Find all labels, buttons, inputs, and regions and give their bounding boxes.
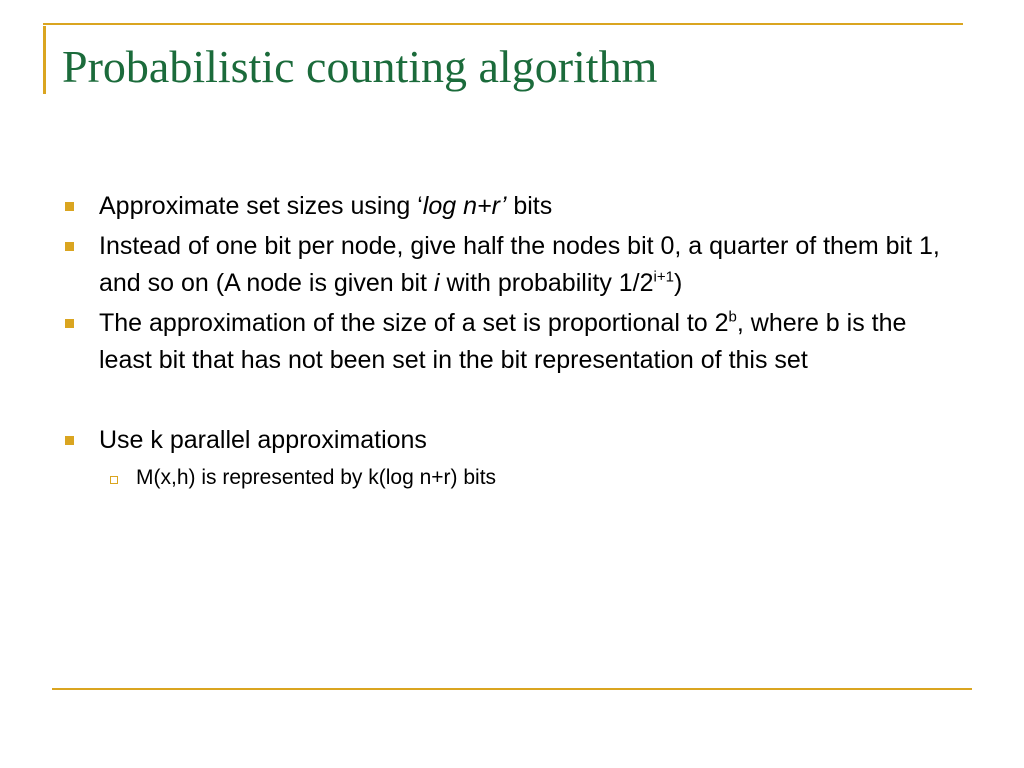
bullet-4-text: Use k parallel approximations — [99, 426, 427, 454]
bullet-2-text-c: ) — [673, 269, 683, 297]
bullet-item-4 — [62, 422, 942, 459]
bullet-item-1 — [62, 188, 942, 225]
bullet-2-superscript: i+1 — [653, 268, 674, 286]
bullet-3-text-b: , where b is the least bit that has not been set in the bit representation of this set — [99, 309, 907, 374]
slide-title: Probabilistic counting algorithm — [62, 41, 658, 92]
bullet-item-2 — [62, 228, 942, 302]
top-divider-line — [43, 23, 963, 25]
square-bullet-icon — [65, 242, 74, 251]
sub-bullet-item-1 — [62, 462, 942, 494]
square-bullet-icon — [65, 202, 74, 211]
bullet-2-text-a: Instead of one bit per node, give half the nodes bit 0, a quarter of them bit 1, and so on (A node is given bit — [99, 232, 940, 297]
bottom-divider-line — [52, 688, 972, 690]
square-bullet-icon — [65, 436, 74, 445]
bullet-3-superscript: b — [728, 308, 737, 326]
bullet-2-text-b: with probability 1/2 — [439, 269, 654, 297]
hollow-square-bullet-icon — [110, 476, 118, 484]
square-bullet-icon — [65, 319, 74, 328]
slide-body — [62, 188, 942, 494]
bullet-1-text-a: Approximate set sizes using ‘ — [99, 192, 423, 220]
left-accent-line — [43, 26, 46, 94]
bullet-1-text-b: bits — [506, 192, 553, 220]
bullet-2-italic: i — [433, 269, 440, 297]
bullet-item-3 — [62, 305, 942, 379]
sub-bullet-1-text: M(x,h) is represented by k(log n+r) bits — [136, 466, 497, 489]
bullet-1-italic: log n+r’ — [422, 192, 507, 220]
bullet-3-text-a: The approximation of the size of a set is proportional to 2 — [99, 309, 729, 337]
